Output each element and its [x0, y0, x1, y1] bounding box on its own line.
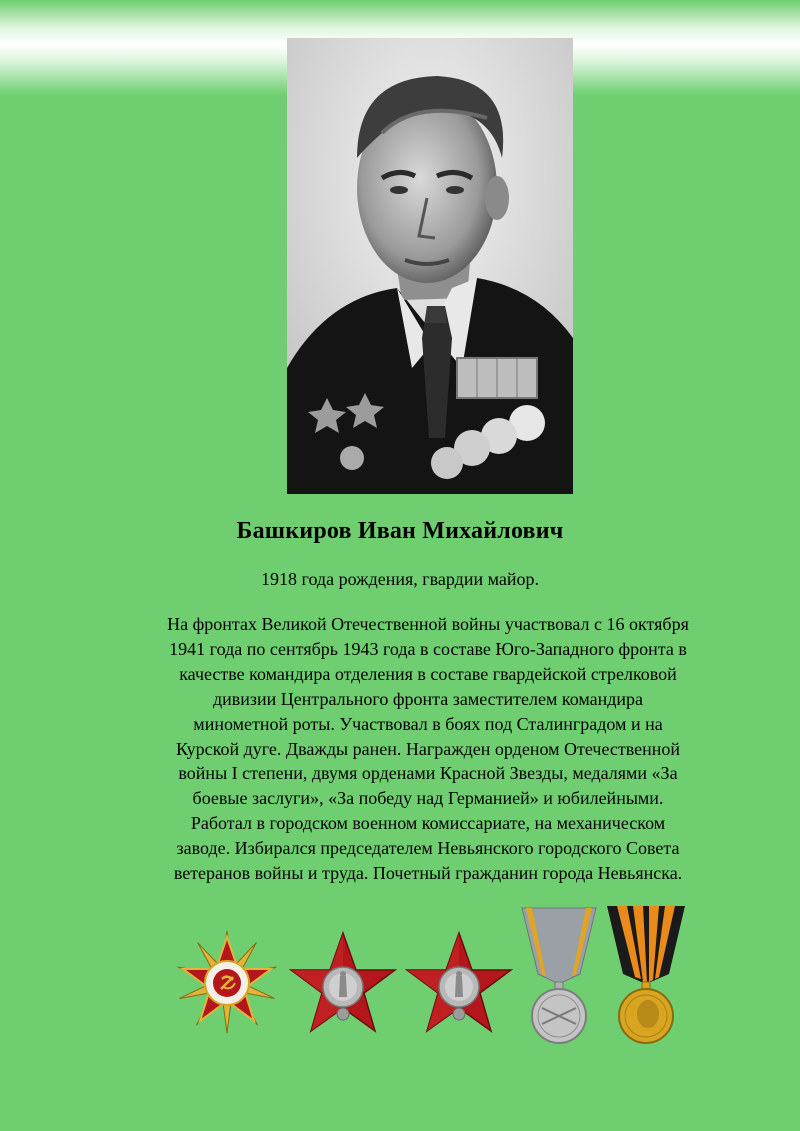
bio-line: На фронтах Великой Отечественной войны участвовал с 16 октября: [167, 614, 689, 634]
bio-line: качестве командира отделения в составе гвардейской стрелковой: [179, 663, 677, 684]
bio-line: 1941 года по сентябрь 1943 года в составе Юго-Западного фронта в: [169, 638, 687, 659]
bio-line: Курской дуге. Дважды ранен. Награжден орденом Отечественной: [175, 738, 681, 759]
order-red-star-icon: [404, 930, 514, 1040]
medal-victory-over-germany-icon: [603, 902, 689, 1048]
birth-and-rank: 1918 года рождения, гвардии майор.: [261, 569, 539, 589]
medal-for-battle-merit-icon: [518, 904, 600, 1048]
bio-line: дивизии Центрального фронта заместителем командира: [212, 688, 644, 709]
order-red-star-icon: [288, 930, 398, 1040]
person-name: Башкиров Иван Михайлович: [236, 518, 564, 544]
bio-line: ветеранов войны и труда. Почетный гражданин города Невьянска.: [173, 863, 683, 884]
biography-text: [105, 612, 751, 886]
bio-line: Работал в городском военном комиссариате, на механическом: [190, 813, 666, 834]
bio-line: боевые заслуги», «За победу над Германией» и юбилейными.: [192, 788, 664, 809]
veteran-portrait-photo: [287, 38, 573, 494]
bio-line: заводе. Избирался председателем Невьянского городского Совета: [176, 838, 680, 859]
awards-row: [0, 900, 800, 1050]
bio-line: минометной роты. Участвовал в боях под Сталинградом и на: [193, 713, 663, 734]
order-patriotic-war-1st-class-icon: [172, 928, 282, 1038]
bio-line: войны I степени, двумя орденами Красной Звезды, медалями «За: [178, 763, 678, 784]
